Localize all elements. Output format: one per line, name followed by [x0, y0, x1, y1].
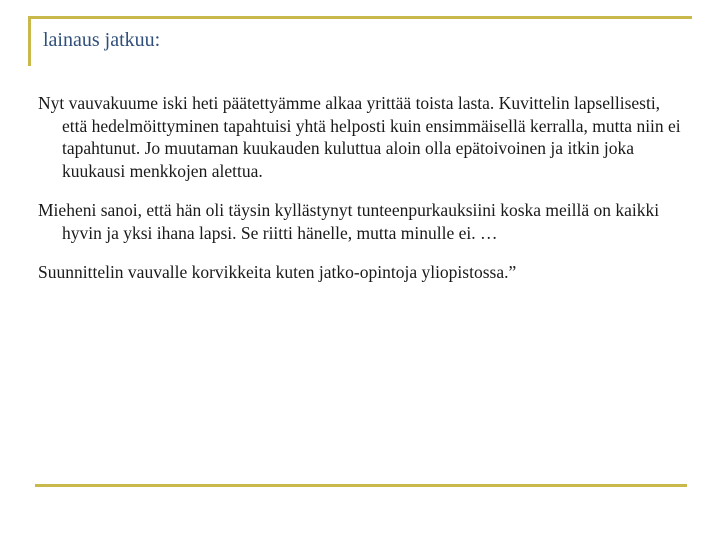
title-accent-horizontal-rule	[28, 16, 692, 19]
quote-paragraph-3: Suunnittelin vauvalle korvikkeita kuten jatko-opintoja yliopistossa.”	[38, 262, 517, 282]
quote-paragraph-1: Nyt vauvakuume iski heti päätettyämme alkaa yrittää toista lasta. Kuvittelin lapsellisesti, että hedelmöittyminen tapahtuisi yhtä helposti kuin ensimmäisellä kerralla, mutta niin ei tapahtunut. Jo muutaman kuukauden kuluttua aloin olla epätoivoinen ja itkin joka kuukausi menkkojen alettua.	[38, 93, 681, 181]
footer-accent-rule	[35, 484, 687, 487]
slide-body	[38, 92, 688, 301]
quote-paragraph-2: Mieheni sanoi, että hän oli täysin kyllästynyt tunteenpurkauksiini koska meillä on kaikki hyvin ja yksi ihana lapsi. Se riitti hänelle, mutta minulle ei. …	[38, 200, 660, 243]
title-accent-vertical-rule	[28, 16, 31, 66]
slide-title: lainaus jatkuu:	[43, 29, 161, 51]
